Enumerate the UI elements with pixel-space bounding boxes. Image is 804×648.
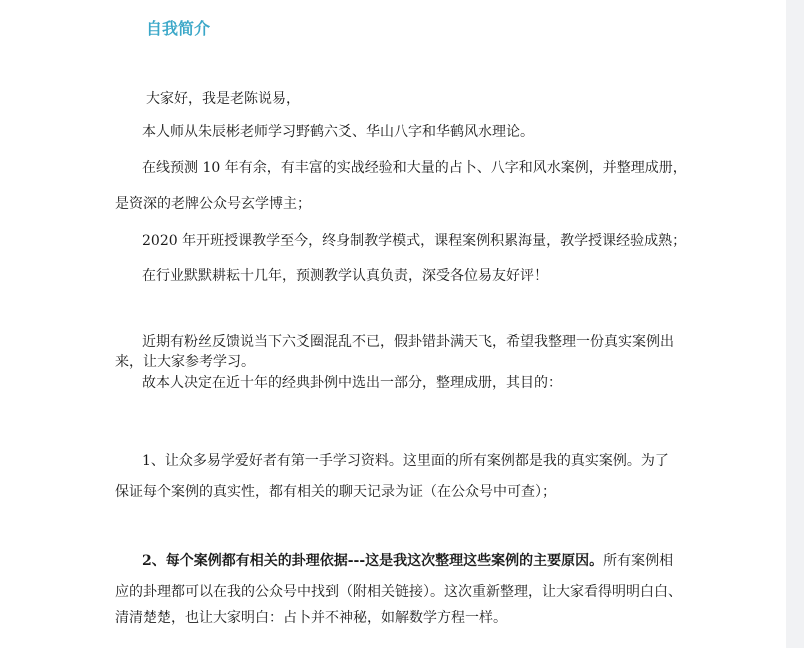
point-1-line-1: 1、让众多易学爱好者有第一手学习资料。这里面的所有案例都是我的真实案例。为了 (142, 453, 669, 469)
greeting-line: 大家好，我是老陈说易， (146, 91, 300, 107)
decision-line: 故本人决定在近十年的经典卦例中选出一部分，整理成册，其目的： (142, 375, 562, 391)
blogger-line: 是资深的老牌公众号玄学博主； (115, 196, 311, 212)
experience-line: 在线预测 10 年有余，有丰富的实战经验和大量的占卜、八字和风水案例，并整理成册， (142, 160, 687, 176)
feedback-line-1: 近期有粉丝反馈说当下六爻圈混乱不已，假卦错卦满天飞，希望我整理一份真实案例出 (142, 334, 674, 350)
feedback-line-2: 来，让大家参考学习。 (115, 354, 255, 370)
point-2-line-1 (142, 552, 673, 570)
teacher-line: 本人师从朱辰彬老师学习野鹤六爻、华山八字和华鹤风水理论。 (142, 124, 534, 140)
point-2-text: 所有案例相 (603, 553, 674, 569)
point-2-heading: 2、每个案例都有相关的卦理依据---这是我这次整理这些案例的主要原因。 (142, 553, 604, 569)
page-title: 自我简介 (146, 19, 211, 38)
point-1-line-2: 保证每个案例的真实性，都有相关的聊天记录为证（在公众号中可查）； (115, 484, 556, 500)
point-2-line-3: 清清楚楚，也让大家明白：占卜并不神秘，如解数学方程一样。 (115, 610, 507, 626)
reputation-line: 在行业默默耕耘十几年，预测教学认真负责，深受各位易友好评！ (142, 268, 548, 284)
right-scroll-gutter[interactable] (786, 0, 804, 648)
teaching-line: 2020 年开班授课教学至今，终身制教学模式，课程案例积累海量，教学授课经验成熟； (142, 233, 687, 249)
point-2-line-2: 应的卦理都可以在我的公众号中找到（附相关链接）。这次重新整理，让大家看得明明白白、 (115, 584, 682, 600)
